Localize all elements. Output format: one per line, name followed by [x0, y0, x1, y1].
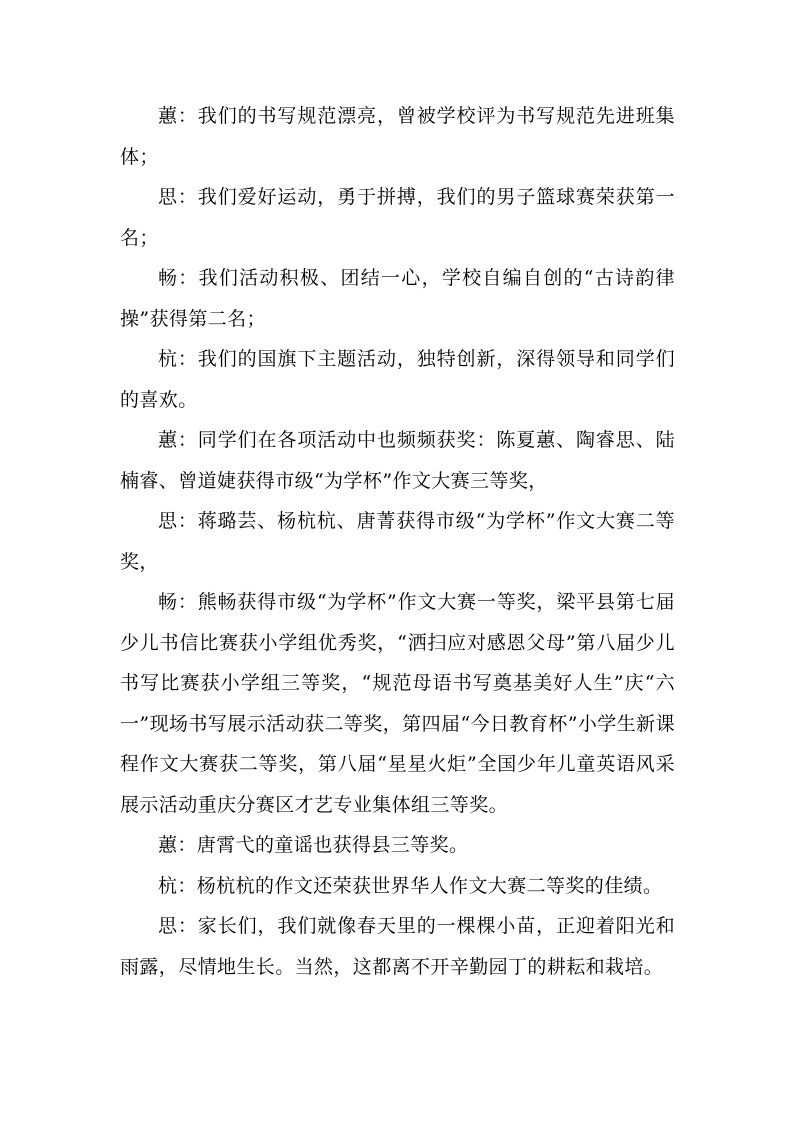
paragraph-nursery-rhyme: 蕙：唐霄弋的童谣也获得县三等奖。 [158, 834, 469, 856]
paragraph-poetry-exercise: 畅：我们活动积极、团结一心，学校自编自创的“古诗韵律操”获得第二名； [120, 267, 675, 330]
paragraph-awards-second-prize: 思：蒋璐芸、杨杭杭、唐菁获得市级“为学杯”作文大赛二等奖， [120, 510, 675, 573]
paragraph-basketball: 思：我们爱好运动，勇于拼搏，我们的男子篮球赛荣获第一名； [120, 186, 675, 249]
paragraph-flag-activity: 杭：我们的国旗下主题活动，独特创新，深得领导和同学们的喜欢。 [120, 348, 675, 411]
document-body [120, 96, 675, 987]
paragraph-world-essay: 杭：杨杭杭的作文还荣获世界华人作文大赛二等奖的佳绩。 [158, 874, 663, 897]
paragraph-calligraphy: 蕙：我们的书写规范漂亮，曾被学校评为书写规范先进班集体； [120, 105, 675, 168]
paragraph-closing: 思：家长们，我们就像春天里的一棵棵小苗，正迎着阳光和雨露，尽情地生长。当然，这都离不开辛勤园丁的耕耘和栽培。 [120, 915, 675, 978]
paragraph-awards-third-prize: 蕙：同学们在各项活动中也频频获奖：陈夏蕙、陶睿思、陆楠睿、曾道婕获得市级“为学杯”作文大赛三等奖， [120, 429, 675, 492]
paragraph-awards-xiongchang: 畅：熊畅获得市级“为学杯”作文大赛一等奖，梁平县第七届少儿书信比赛获小学组优秀奖，“洒扫应对感恩父母”第八届少儿书写比赛获小学组三等奖，“规范母语书写奠基美好人生”庆“六一”现场书写展示活动获二等奖，第四届“今日教育杯”小学生新课程作文大赛获二等奖，第八届“星星火炬”全国少年儿童英语风采展示活动重庆分赛区才艺专业集体组三等奖。 [120, 591, 675, 816]
